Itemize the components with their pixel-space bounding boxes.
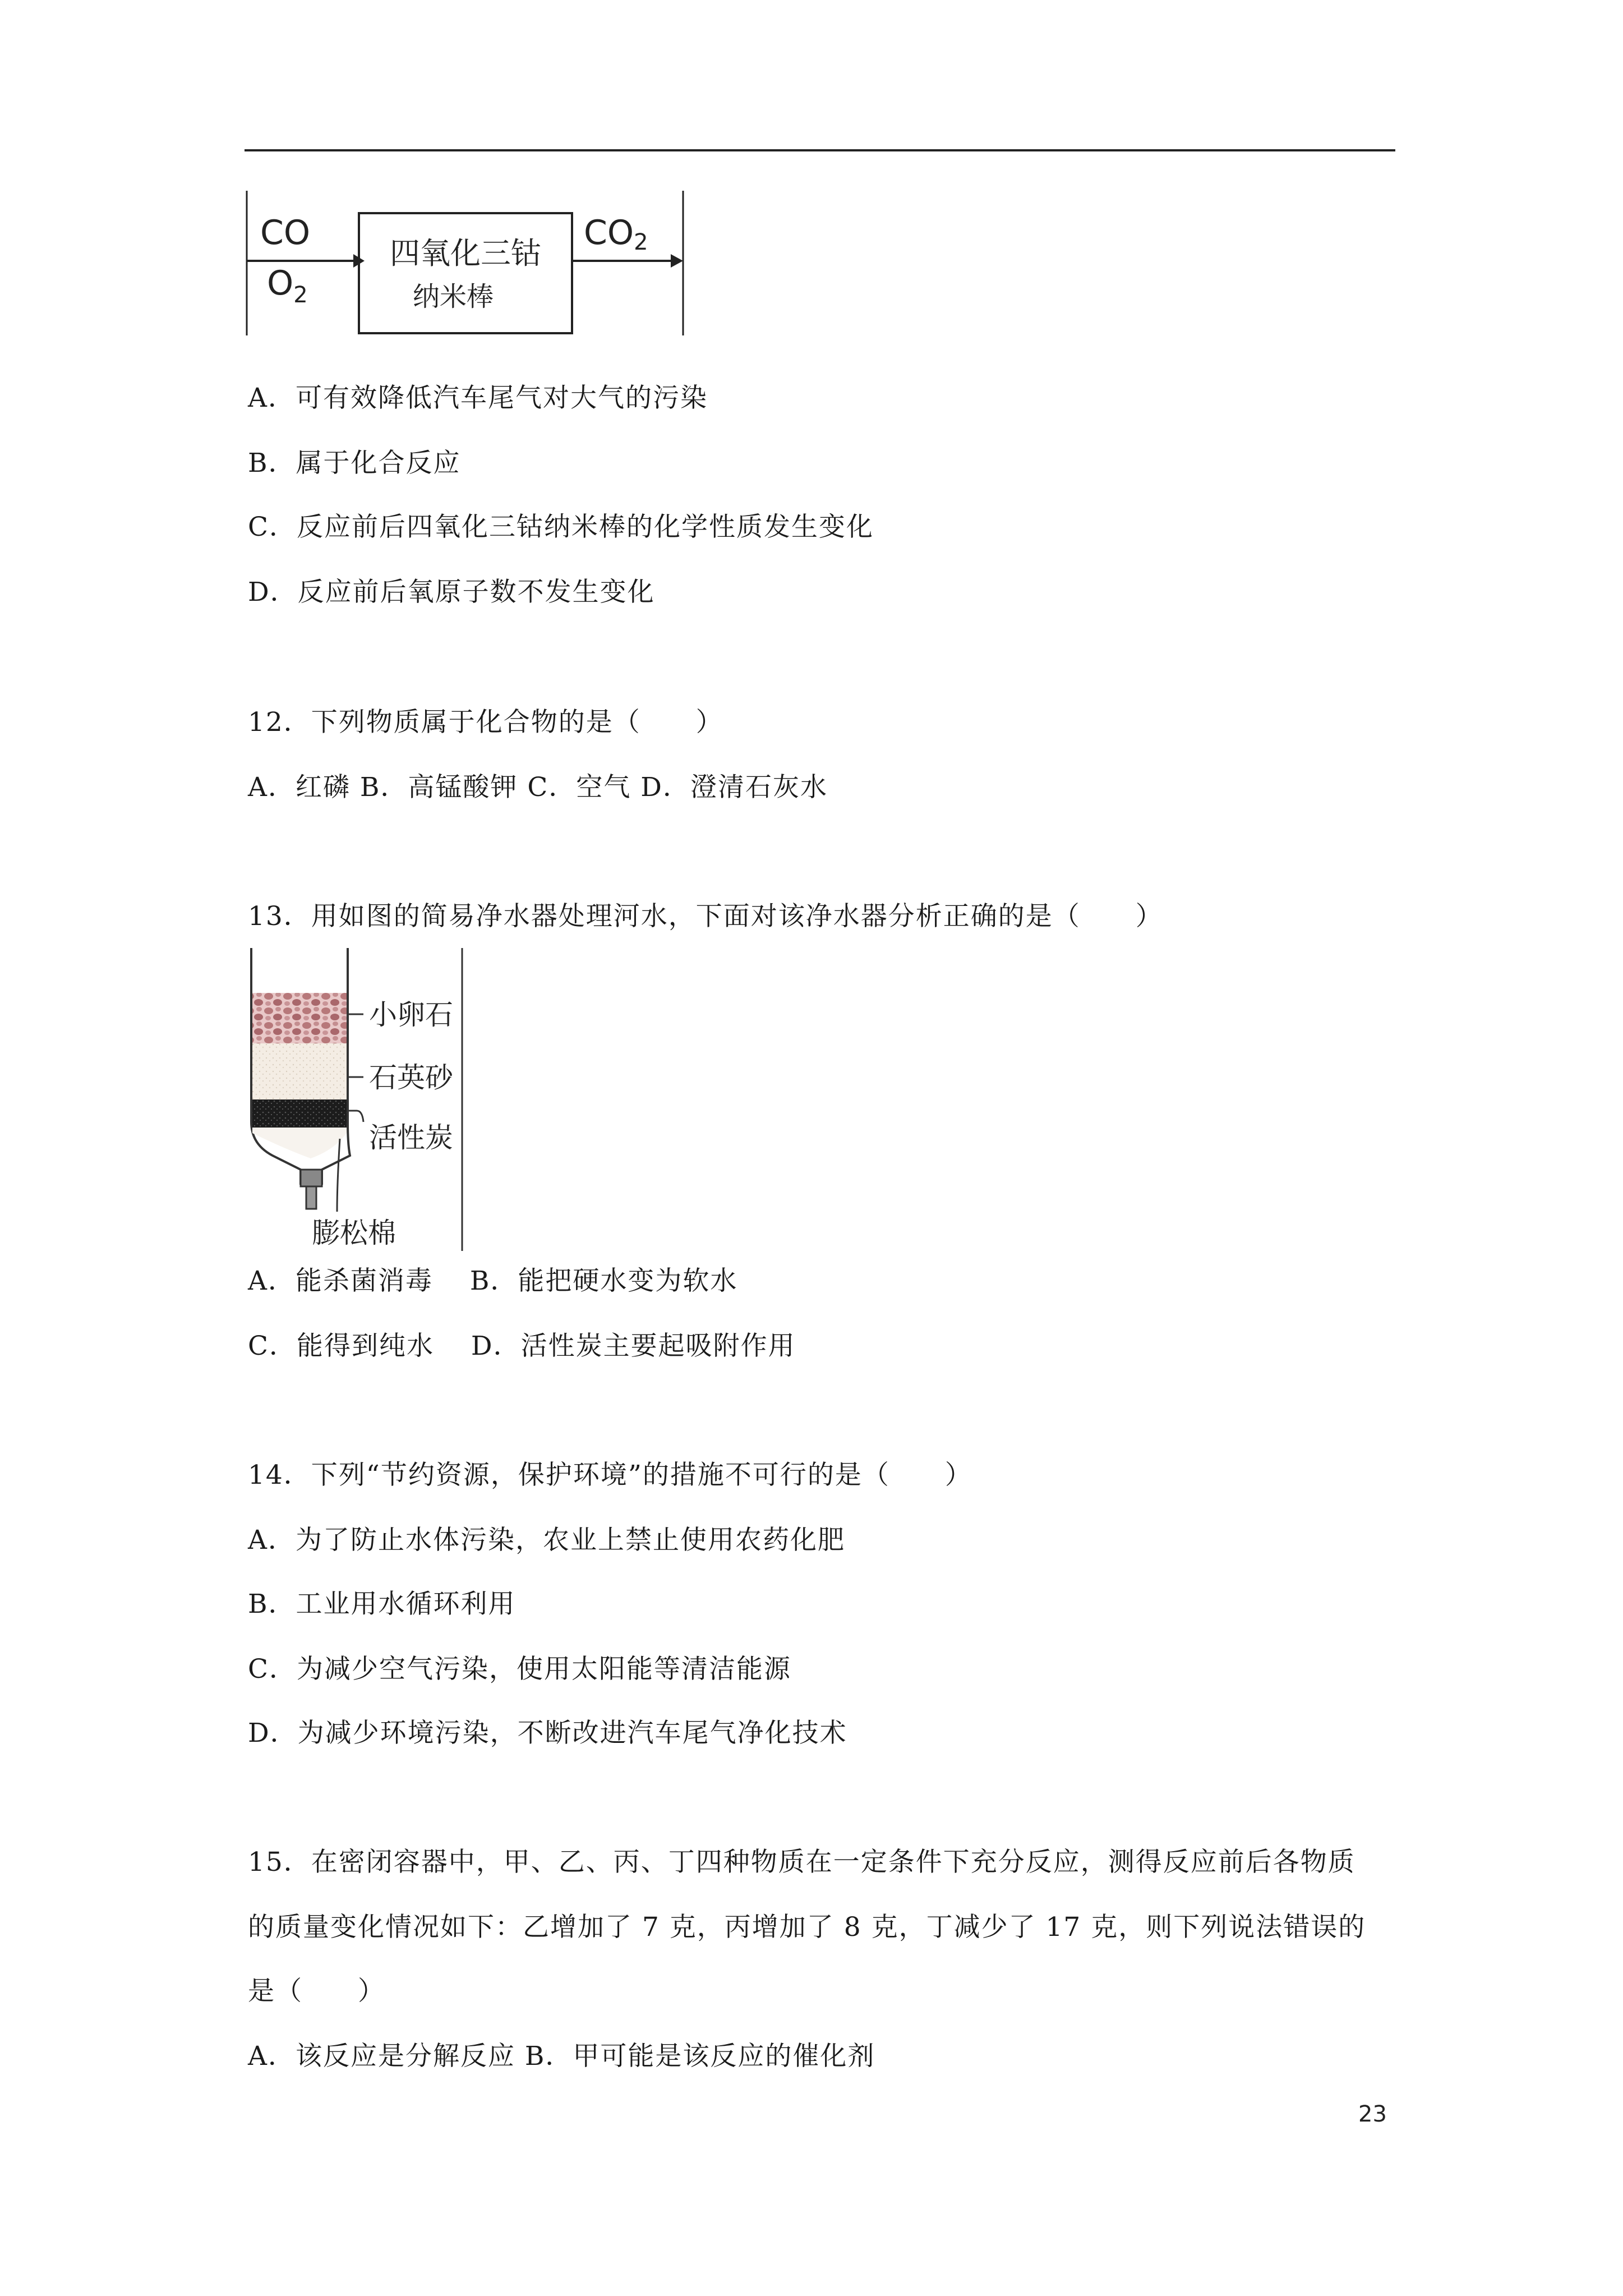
- header-rule: [245, 149, 1395, 151]
- page-number: 23: [1358, 2101, 1387, 2127]
- q14-option-b: B．工业用水循环利用: [248, 1589, 516, 1619]
- input-co-label: CO: [260, 213, 311, 252]
- quartz-layer: [252, 1043, 347, 1099]
- output-co2-label: CO2: [584, 213, 648, 255]
- q13-stem: 13．用如图的简易净水器处理河水，下面对该净水器分析正确的是（ ）: [248, 901, 1163, 932]
- q15-line2: 的质量变化情况如下：乙增加了 7 克，丙增加了 8 克，丁减少了 17 克，则下列说法错误的: [248, 1912, 1366, 1943]
- input-o2-label: $O_2$: [267, 264, 308, 308]
- catalyst-box: [359, 213, 572, 333]
- pebble-layer: [252, 993, 347, 1043]
- water-filter-diagram: [245, 948, 480, 1257]
- reaction-diagram: [245, 191, 693, 342]
- q15-line1: 15．在密闭容器中，甲、乙、丙、丁四种物质在一定条件下充分反应，测得反应前后各物质: [248, 1847, 1355, 1878]
- q14-option-d: D．为减少环境污染，不断改进汽车尾气净化技术: [248, 1718, 847, 1749]
- q11-option-c: C．反应前后四氧化三钴纳米棒的化学性质发生变化: [248, 512, 874, 542]
- catalyst-line2: 纳米棒: [413, 281, 494, 312]
- q11-option-a: A．可有效降低汽车尾气对大气的污染: [248, 383, 708, 413]
- label-cotton: 膨松棉: [312, 1217, 396, 1249]
- q12-options: A．红磷 B．高锰酸钾 C．空气 D．澄清石灰水: [248, 772, 828, 803]
- carbon-layer: [252, 1099, 347, 1128]
- catalyst-line1: 四氧化三钴: [390, 236, 541, 271]
- q15-line3: 是（ ）: [248, 1976, 385, 2007]
- label-pebbles: 小卵石: [369, 999, 453, 1031]
- q14-stem: 14．下列“节约资源，保护环境”的措施不可行的是（ ）: [248, 1460, 972, 1490]
- q13-options-row1: A．能杀菌消毒 B．能把硬水变为软水: [248, 1266, 738, 1296]
- q12-stem: 12．下列物质属于化合物的是（ ）: [248, 707, 723, 738]
- q13-options-row2: C．能得到纯水 D．活性炭主要起吸附作用: [248, 1331, 796, 1361]
- label-quartz: 石英砂: [369, 1061, 453, 1094]
- q14-option-c: C．为减少空气污染，使用太阳能等清洁能源: [248, 1654, 791, 1685]
- q14-option-a: A．为了防止水体污染，农业上禁止使用农药化肥: [248, 1525, 845, 1556]
- label-carbon: 活性炭: [369, 1121, 453, 1154]
- q15-options: A．该反应是分解反应 B．甲可能是该反应的催化剂: [248, 2041, 875, 2072]
- q11-option-d: D．反应前后氧原子数不发生变化: [248, 577, 655, 608]
- q11-option-b: B．属于化合反应: [248, 448, 461, 478]
